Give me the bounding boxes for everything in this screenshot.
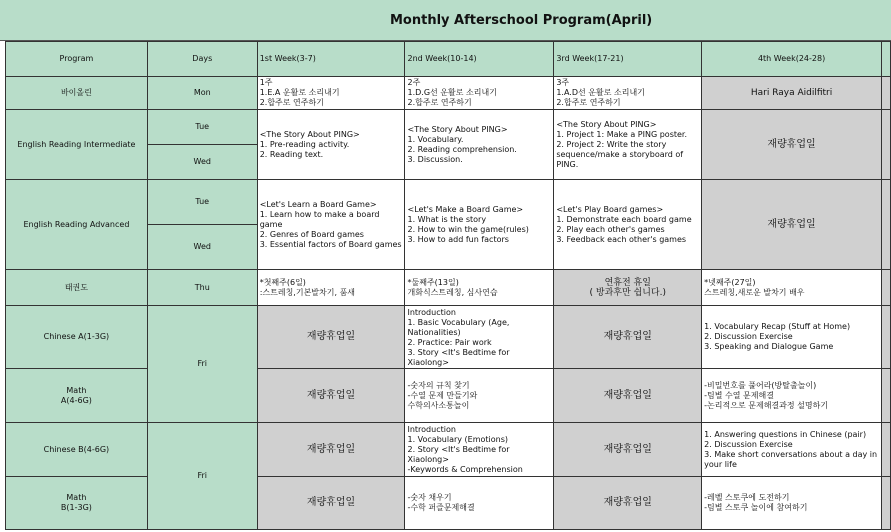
header-program[interactable]: Program	[6, 42, 148, 77]
table-row	[6, 306, 891, 369]
program-violin[interactable]: 바이올린	[6, 77, 148, 110]
cell-era-w2[interactable]: <Let's Make a Board Game> 1. What is the story 2. How to win the game(rules) 3. How to add fun factors	[405, 180, 554, 270]
header-edge[interactable]	[881, 42, 890, 77]
cell-violin-w2[interactable]: 2주 1.D.G선 운활로 소리내기 2.합주로 연주하기	[405, 77, 554, 110]
day-eri-tue[interactable]: Tue	[147, 110, 257, 145]
cell-tkd-w1[interactable]: *첫째주(6일) :스트레칭,기본발차기, 품새	[257, 270, 405, 306]
program-eri[interactable]: English Reading Intermediate	[6, 110, 148, 180]
cell-chinese-a-w3[interactable]: 재량휴업일	[554, 306, 702, 369]
cell-math-a-edge[interactable]	[881, 369, 890, 423]
cell-math-a-w1[interactable]: 재량휴업일	[257, 369, 405, 423]
cell-era-edge[interactable]	[881, 180, 890, 270]
day-violin[interactable]: Mon	[147, 77, 257, 110]
cell-math-a-w4[interactable]: -비밀번호를 풀어라(방탈출놀이) -팀별 수열 문제해결 -논리적으로 문제해결과정 설명하기	[702, 369, 882, 423]
cell-tkd-w3[interactable]: 연휴전 휴일 ( 방과후만 쉽니다.)	[554, 270, 702, 306]
program-era[interactable]: English Reading Advanced	[6, 180, 148, 270]
cell-math-a-w3[interactable]: 재량휴업일	[554, 369, 702, 423]
table-row	[6, 180, 891, 225]
cell-math-b-w2[interactable]: -숫자 채우기 -수학 퍼즐문제해결	[405, 477, 554, 530]
cell-chinese-a-w2[interactable]: Introduction 1. Basic Vocabulary (Age, Nationalities) 2. Practice: Pair work 3. Story <It's Bedtime for Xiaolong>	[405, 306, 554, 369]
cell-violin-w3[interactable]: 3주 1.A.D선 운활로 소리내기 2.합주로 연주하기	[554, 77, 702, 110]
day-era-tue[interactable]: Tue	[147, 180, 257, 225]
cell-tkd-w4[interactable]: *넷째주(27일) 스트레칭,새로운 발차기 배우	[702, 270, 882, 306]
cell-era-w3[interactable]: <Let's Play Board games> 1. Demonstrate each board game 2. Play each other's games 3. Feedback each other's games	[554, 180, 702, 270]
day-era-wed[interactable]: Wed	[147, 225, 257, 270]
cell-chinese-a-w4[interactable]: 1. Vocabulary Recap (Stuff at Home) 2. Discussion Exercise 3. Speaking and Dialogue Game	[702, 306, 882, 369]
program-chinese-b[interactable]: Chinese B(4-6G)	[6, 423, 148, 477]
header-row	[6, 42, 891, 77]
header-days[interactable]: Days	[147, 42, 257, 77]
cell-eri-edge[interactable]	[881, 110, 890, 180]
program-math-a[interactable]: Math A(4-6G)	[6, 369, 148, 423]
day-fri-b[interactable]: Fri	[147, 423, 257, 530]
cell-eri-w4[interactable]: 재량휴업일	[702, 110, 882, 180]
cell-violin-w1[interactable]: 1주 1.E.A 운활로 소리내기 2.합주로 연주하기	[257, 77, 405, 110]
table-row	[6, 423, 891, 477]
cell-chinese-b-w2[interactable]: Introduction 1. Vocabulary (Emotions) 2. Story <It's Bedtime for Xiaolong> -Keywords & Comprehension	[405, 423, 554, 477]
cell-chinese-a-edge[interactable]	[881, 306, 890, 369]
header-week3[interactable]: 3rd Week(17-21)	[554, 42, 702, 77]
program-math-b[interactable]: Math B(1-3G)	[6, 477, 148, 530]
cell-chinese-b-w1[interactable]: 재량휴업일	[257, 423, 405, 477]
day-tkd[interactable]: Thu	[147, 270, 257, 306]
table-row	[6, 77, 891, 110]
program-chinese-a[interactable]: Chinese A(1-3G)	[6, 306, 148, 369]
page-title: Monthly Afterschool Program(April)	[390, 13, 653, 28]
cell-chinese-b-w4[interactable]: 1. Answering questions in Chinese (pair) 2. Discussion Exercise 3. Make short conversations about a day in your life	[702, 423, 882, 477]
table-row	[6, 477, 891, 530]
header-week4[interactable]: 4th Week(24-28)	[702, 42, 882, 77]
cell-tkd-edge[interactable]	[881, 270, 890, 306]
cell-eri-w2[interactable]: <The Story About PING> 1. Vocabulary. 2. Reading comprehension. 3. Discussion.	[405, 110, 554, 180]
cell-chinese-b-edge[interactable]	[881, 423, 890, 477]
cell-era-w4[interactable]: 재량휴업일	[702, 180, 882, 270]
cell-eri-w1[interactable]: <The Story About PING> 1. Pre-reading activity. 2. Reading text.	[257, 110, 405, 180]
cell-violin-edge[interactable]	[881, 77, 890, 110]
header-week2[interactable]: 2nd Week(10-14)	[405, 42, 554, 77]
table-row	[6, 369, 891, 423]
cell-tkd-w2[interactable]: *둘째주(13일) 개화식스트레칭, 심사연습	[405, 270, 554, 306]
table-row	[6, 110, 891, 145]
cell-math-b-w1[interactable]: 재량휴업일	[257, 477, 405, 530]
program-tkd[interactable]: 태권도	[6, 270, 148, 306]
cell-eri-w3[interactable]: <The Story About PING> 1. Project 1: Make a PING poster. 2. Project 2: Write the story sequence/make a storyboard of PING.	[554, 110, 702, 180]
table-row	[6, 270, 891, 306]
cell-chinese-a-w1[interactable]: 재량휴업일	[257, 306, 405, 369]
cell-math-b-w4[interactable]: -레벨 스토쿠에 도전하기 -팀별 스토쿠 놀이에 참여하기	[702, 477, 882, 530]
day-eri-wed[interactable]: Wed	[147, 145, 257, 180]
cell-math-b-edge[interactable]	[881, 477, 890, 530]
cell-era-w1[interactable]: <Let's Learn a Board Game> 1. Learn how to make a board game 2. Genres of Board games 3. Essential factors of Board games	[257, 180, 405, 270]
schedule-table	[5, 41, 891, 530]
cell-math-b-w3[interactable]: 재량휴업일	[554, 477, 702, 530]
cell-math-a-w2[interactable]: -숫자의 규칙 찾기 -수열 문제 만들기와 수학의사소통놀이	[405, 369, 554, 423]
title-bar	[0, 0, 891, 41]
cell-chinese-b-w3[interactable]: 재량휴업일	[554, 423, 702, 477]
header-week1[interactable]: 1st Week(3-7)	[257, 42, 405, 77]
day-fri-a[interactable]: Fri	[147, 306, 257, 423]
cell-violin-w4[interactable]: Hari Raya Aidilfitri	[702, 77, 882, 110]
